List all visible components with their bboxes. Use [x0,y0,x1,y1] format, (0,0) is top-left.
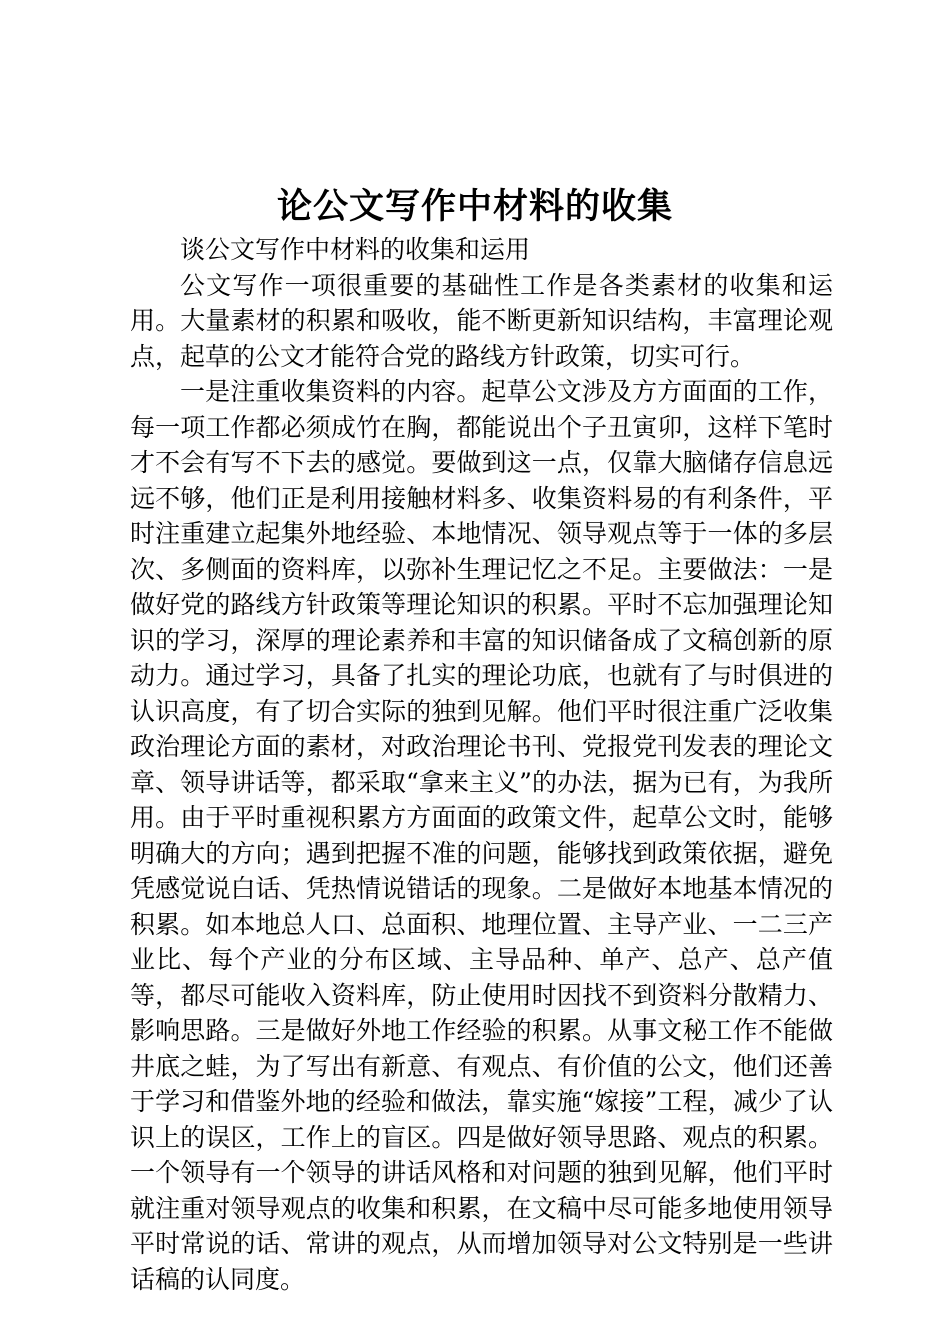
document-title: 论公文写作中材料的收集 [276,186,673,227]
intro-paragraph: 公文写作一项很重要的基础性工作是各类素材的收集和运用。大量素材的积累和吸收，能不断更新知识结构，丰富理论观点，起草的公文才能符合党的路线方针政策，切实可行。 [130,270,833,371]
document-body [130,232,833,1297]
main-paragraph: 一是注重收集资料的内容。起草公文涉及方方面面的工作，每一项工作都必须成竹在胸，都能说出个子丑寅卯，这样下笔时才不会有写不下去的感觉。要做到这一点，仅靠大脑储存信息远远不够，他们正是利用接触材料多、收集资料易的有利条件，平时注重建立起集外地经验、本地情况、领导观点等于一体的多层次、多侧面的资料库，以弥补生理记忆之不足。主要做法：一是做好党的路线方针政策等理论知识的积累。平时不忘加强理论知识的学习，深厚的理论素养和丰富的知识储备成了文稿创新的原动力。通过学习，具备了扎实的理论功底，也就有了与时俱进的认识高度，有了切合实际的独到见解。他们平时很注重广泛收集政治理论方面的素材，对政治理论书刊、党报党刊发表的理论文章、领导讲话等，都采取“拿来主义”的办法，据为已有，为我所用。由于平时重视积累方方面面的政策文件，起草公文时，能够明确大的方向；遇到把握不准的问题，能够找到政策依据，避免凭感觉说白话、凭热情说错话的现象。二是做好本地基本情况的积累。如本地总人口、总面积、地理位置、主导产业、一二三产业比、每个产业的分布区域、主导品种、单产、总产、总产值等，都尽可能收入资料库，防止使用时因找不到资料分散精力、影响思路。三是做好外地工作经验的积累。从事文秘工作不能做井底之蛙，为了写出有新意、有观点、有价值的公文，他们还善于学习和借鉴外地的经验和做法，靠实施“嫁接”工程，减少了认识上的误区，工作上的盲区。四是做好领导思路、观点的积累。一个领导有一个领导的讲话风格和对问题的独到见解，他们平时就注重对领导观点的收集和积累，在文稿中尽可能多地使用领导平时常说的话、常讲的观点，从而增加领导对公文特别是一些讲话稿的认同度。 [130,377,833,1294]
subtitle-paragraph: 谈公文写作中材料的收集和运用 [180,235,531,264]
